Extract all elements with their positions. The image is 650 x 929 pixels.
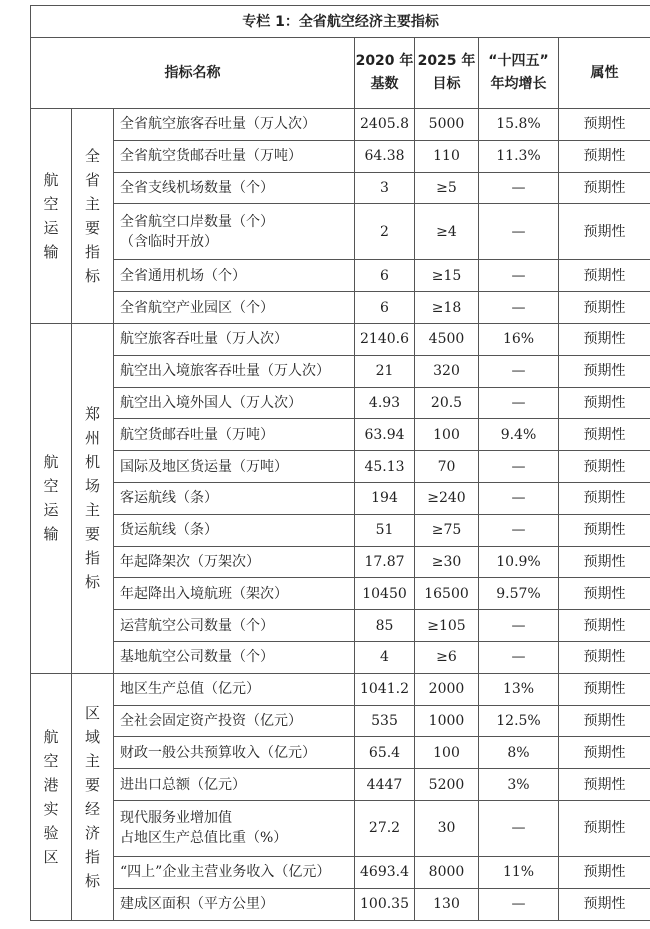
base-value-cell: 1041.2 xyxy=(355,673,415,705)
subcategory-char: 指 xyxy=(84,847,100,866)
indicator-name: 国际及地区货运量（万吨） xyxy=(120,458,288,475)
indicator-name: 全省航空产业园区（个） xyxy=(120,299,274,316)
base-value-cell: 4693.4 xyxy=(355,856,415,888)
header-base-label: 基数 xyxy=(370,76,399,92)
growth-value-cell: — xyxy=(479,482,559,514)
subcategory-char: 指 xyxy=(84,242,100,261)
indicator-name: 年起降架次（万架次） xyxy=(120,553,260,570)
indicator-name-cell xyxy=(114,705,355,737)
indicator-name: 全省航空口岸数量（个） xyxy=(120,213,274,230)
indicator-name-cell xyxy=(114,514,355,546)
indicator-table xyxy=(30,5,650,921)
subcategory-char: 标 xyxy=(84,266,100,285)
indicator-name-cell xyxy=(114,109,355,141)
growth-value-cell: — xyxy=(479,292,559,324)
base-value-cell: 2 xyxy=(355,204,415,260)
table-row xyxy=(31,514,650,546)
category-cell xyxy=(31,673,72,920)
growth-value-cell: 11.3% xyxy=(479,140,559,172)
growth-value-cell: — xyxy=(479,888,559,920)
target-value-cell: 8000 xyxy=(415,856,479,888)
table-row xyxy=(31,888,650,920)
category-char: 空 xyxy=(43,194,59,213)
subcategory-char: 州 xyxy=(84,429,100,448)
indicator-name: 年起降出入境航班（架次） xyxy=(120,585,288,602)
base-value-cell: 4447 xyxy=(355,769,415,801)
attribute-cell: 预期性 xyxy=(559,419,650,451)
table-row xyxy=(31,546,650,578)
attribute-cell: 预期性 xyxy=(559,641,650,673)
target-value-cell: ≥6 xyxy=(415,641,479,673)
base-value-cell: 51 xyxy=(355,514,415,546)
indicator-name: 航空出入境外国人（万人次） xyxy=(120,394,302,411)
indicator-name-cell xyxy=(114,482,355,514)
growth-value-cell: 13% xyxy=(479,673,559,705)
target-value-cell: 2000 xyxy=(415,673,479,705)
growth-value-cell: — xyxy=(479,260,559,292)
category-char: 实 xyxy=(43,799,59,818)
target-value-cell: 20.5 xyxy=(415,387,479,419)
base-value-cell: 27.2 xyxy=(355,800,415,856)
indicator-name-cell xyxy=(114,610,355,642)
subcategory-char: 要 xyxy=(84,775,100,794)
table-row xyxy=(31,172,650,204)
table-row xyxy=(31,323,650,355)
growth-value-cell: 10.9% xyxy=(479,546,559,578)
subcategory-char: 主 xyxy=(84,751,100,770)
header-target-2025 xyxy=(415,38,479,109)
growth-value-cell: 9.57% xyxy=(479,578,559,610)
table-row xyxy=(31,705,650,737)
indicator-table-wrapper xyxy=(30,5,650,921)
table-row xyxy=(31,641,650,673)
base-value-cell: 194 xyxy=(355,482,415,514)
indicator-name-cell xyxy=(114,172,355,204)
attribute-cell: 预期性 xyxy=(559,109,650,141)
attribute-cell: 预期性 xyxy=(559,514,650,546)
base-value-cell: 6 xyxy=(355,292,415,324)
base-value-cell: 45.13 xyxy=(355,451,415,483)
table-row xyxy=(31,856,650,888)
indicator-name-cell xyxy=(114,888,355,920)
indicator-name-cell xyxy=(114,292,355,324)
base-value-cell: 85 xyxy=(355,610,415,642)
base-value-cell: 6 xyxy=(355,260,415,292)
attribute-cell: 预期性 xyxy=(559,387,650,419)
target-value-cell: ≥30 xyxy=(415,546,479,578)
base-value-cell: 4.93 xyxy=(355,387,415,419)
indicator-name: 财政一般公共预算收入（亿元） xyxy=(120,744,316,761)
target-value-cell: 130 xyxy=(415,888,479,920)
attribute-cell: 预期性 xyxy=(559,737,650,769)
target-value-cell: 320 xyxy=(415,355,479,387)
attribute-cell: 预期性 xyxy=(559,482,650,514)
category-char: 运 xyxy=(43,501,59,520)
indicator-name: 货运航线（条） xyxy=(120,522,218,539)
category-char: 输 xyxy=(43,242,59,261)
indicator-name-cell xyxy=(114,546,355,578)
base-value-cell: 65.4 xyxy=(355,737,415,769)
attribute-cell: 预期性 xyxy=(559,355,650,387)
header-target-year: 2025 年 xyxy=(417,53,476,69)
growth-value-cell: 16% xyxy=(479,323,559,355)
attribute-cell: 预期性 xyxy=(559,769,650,801)
category-char: 验 xyxy=(43,823,59,842)
table-row xyxy=(31,769,650,801)
header-growth xyxy=(479,38,559,109)
target-value-cell: ≥18 xyxy=(415,292,479,324)
growth-value-cell: — xyxy=(479,355,559,387)
attribute-cell: 预期性 xyxy=(559,578,650,610)
table-row xyxy=(31,800,650,856)
attribute-cell: 预期性 xyxy=(559,451,650,483)
header-indicator-name: 指标名称 xyxy=(31,38,355,109)
header-attribute: 属性 xyxy=(559,38,650,109)
subcategory-char: 要 xyxy=(84,218,100,237)
attribute-cell: 预期性 xyxy=(559,705,650,737)
category-cell xyxy=(31,109,72,324)
target-value-cell: 110 xyxy=(415,140,479,172)
growth-value-cell: 12.5% xyxy=(479,705,559,737)
category-char: 运 xyxy=(43,218,59,237)
table-row xyxy=(31,737,650,769)
base-value-cell: 10450 xyxy=(355,578,415,610)
subcategory-char: 要 xyxy=(84,525,100,544)
indicator-name-cell xyxy=(114,673,355,705)
base-value-cell: 2405.8 xyxy=(355,109,415,141)
subcategory-char: 区 xyxy=(84,703,100,722)
indicator-name: 全省通用机场（个） xyxy=(120,267,246,284)
growth-value-cell: — xyxy=(479,800,559,856)
indicator-name: 航空货邮吞吐量（万吨） xyxy=(120,426,274,443)
subcategory-char: 全 xyxy=(84,146,100,165)
target-value-cell: 4500 xyxy=(415,323,479,355)
subcategory-char: 省 xyxy=(84,170,100,189)
target-value-cell: ≥15 xyxy=(415,260,479,292)
indicator-name-cell xyxy=(114,204,355,260)
category-char: 区 xyxy=(43,847,59,866)
indicator-name-cell xyxy=(114,140,355,172)
subcategory-cell xyxy=(72,673,114,920)
target-value-cell: 100 xyxy=(415,419,479,451)
category-char: 港 xyxy=(43,775,59,794)
category-char: 航 xyxy=(43,170,59,189)
subcategory-char: 域 xyxy=(84,727,100,746)
attribute-cell: 预期性 xyxy=(559,856,650,888)
indicator-name-cell xyxy=(114,387,355,419)
base-value-cell: 3 xyxy=(355,172,415,204)
category-char: 航 xyxy=(43,727,59,746)
indicator-name-cell xyxy=(114,737,355,769)
base-value-cell: 17.87 xyxy=(355,546,415,578)
category-cell xyxy=(31,323,72,673)
header-target-label: 目标 xyxy=(432,76,461,92)
table-row xyxy=(31,292,650,324)
indicator-name-line2: （含临时开放） xyxy=(120,233,218,250)
header-growth-period: “十四五” xyxy=(488,53,549,69)
growth-value-cell: — xyxy=(479,610,559,642)
target-value-cell: ≥4 xyxy=(415,204,479,260)
subcategory-char: 主 xyxy=(84,501,100,520)
table-row xyxy=(31,419,650,451)
base-value-cell: 4 xyxy=(355,641,415,673)
target-value-cell: 70 xyxy=(415,451,479,483)
table-row xyxy=(31,204,650,260)
table-row xyxy=(31,109,650,141)
indicator-name: 航空出入境旅客吞吐量（万人次） xyxy=(120,363,330,380)
table-row xyxy=(31,610,650,642)
subcategory-char: 指 xyxy=(84,549,100,568)
subcategory-char: 标 xyxy=(84,871,100,890)
attribute-cell: 预期性 xyxy=(559,323,650,355)
subcategory-cell xyxy=(72,109,114,324)
indicator-name-cell xyxy=(114,355,355,387)
base-value-cell: 100.35 xyxy=(355,888,415,920)
indicator-name-cell xyxy=(114,323,355,355)
attribute-cell: 预期性 xyxy=(559,292,650,324)
growth-value-cell: 8% xyxy=(479,737,559,769)
table-row xyxy=(31,355,650,387)
indicator-name-line2: 占地区生产总值比重（%） xyxy=(120,830,288,847)
subcategory-char: 郑 xyxy=(84,405,100,424)
indicator-name: 客运航线（条） xyxy=(120,490,218,507)
attribute-cell: 预期性 xyxy=(559,610,650,642)
indicator-name-cell xyxy=(114,769,355,801)
target-value-cell: 30 xyxy=(415,800,479,856)
growth-value-cell: — xyxy=(479,387,559,419)
indicator-name: 航空旅客吞吐量（万人次） xyxy=(120,331,288,348)
category-char: 空 xyxy=(43,751,59,770)
growth-value-cell: — xyxy=(479,641,559,673)
growth-value-cell: 15.8% xyxy=(479,109,559,141)
target-value-cell: ≥75 xyxy=(415,514,479,546)
subcategory-cell xyxy=(72,323,114,673)
indicator-name: 地区生产总值（亿元） xyxy=(120,681,260,698)
attribute-cell: 预期性 xyxy=(559,546,650,578)
growth-value-cell: — xyxy=(479,451,559,483)
table-row xyxy=(31,482,650,514)
target-value-cell: ≥240 xyxy=(415,482,479,514)
target-value-cell: 5200 xyxy=(415,769,479,801)
table-row xyxy=(31,260,650,292)
attribute-cell: 预期性 xyxy=(559,140,650,172)
growth-value-cell: 11% xyxy=(479,856,559,888)
target-value-cell: 16500 xyxy=(415,578,479,610)
target-value-cell: 1000 xyxy=(415,705,479,737)
indicator-name: 现代服务业增加值 xyxy=(120,810,232,827)
indicator-name: 全省支线机场数量（个） xyxy=(120,179,274,196)
indicator-name-cell xyxy=(114,800,355,856)
base-value-cell: 535 xyxy=(355,705,415,737)
attribute-cell: 预期性 xyxy=(559,888,650,920)
attribute-cell: 预期性 xyxy=(559,800,650,856)
indicator-name: 建成区面积（平方公里） xyxy=(120,896,274,913)
attribute-cell: 预期性 xyxy=(559,260,650,292)
indicator-name-cell xyxy=(114,578,355,610)
table-row xyxy=(31,451,650,483)
growth-value-cell: — xyxy=(479,204,559,260)
target-value-cell: ≥105 xyxy=(415,610,479,642)
indicator-name: 进出口总额（亿元） xyxy=(120,776,246,793)
attribute-cell: 预期性 xyxy=(559,673,650,705)
header-base-year: 2020 年 xyxy=(355,53,414,69)
subcategory-char: 主 xyxy=(84,194,100,213)
indicator-name: 全省航空旅客吞吐量（万人次） xyxy=(120,116,316,133)
header-base-2020 xyxy=(355,38,415,109)
indicator-name: 运营航空公司数量（个） xyxy=(120,617,274,634)
indicator-name-cell xyxy=(114,856,355,888)
indicator-name-cell xyxy=(114,260,355,292)
attribute-cell: 预期性 xyxy=(559,204,650,260)
growth-value-cell: — xyxy=(479,172,559,204)
indicator-name: 全省航空货邮吞吐量（万吨） xyxy=(120,148,302,165)
base-value-cell: 63.94 xyxy=(355,419,415,451)
growth-value-cell: — xyxy=(479,514,559,546)
table-title: 专栏 1：全省航空经济主要指标 xyxy=(31,6,650,38)
indicator-name-cell xyxy=(114,451,355,483)
growth-value-cell: 3% xyxy=(479,769,559,801)
subcategory-char: 场 xyxy=(84,477,100,496)
subcategory-char: 机 xyxy=(84,453,100,472)
indicator-name: 基地航空公司数量（个） xyxy=(120,649,274,666)
category-char: 航 xyxy=(43,453,59,472)
base-value-cell: 2140.6 xyxy=(355,323,415,355)
table-row xyxy=(31,578,650,610)
growth-value-cell: 9.4% xyxy=(479,419,559,451)
subcategory-char: 济 xyxy=(84,823,100,842)
base-value-cell: 21 xyxy=(355,355,415,387)
target-value-cell: ≥5 xyxy=(415,172,479,204)
attribute-cell: 预期性 xyxy=(559,172,650,204)
subcategory-char: 标 xyxy=(84,573,100,592)
table-row xyxy=(31,140,650,172)
table-body xyxy=(31,109,650,921)
table-row xyxy=(31,387,650,419)
target-value-cell: 5000 xyxy=(415,109,479,141)
indicator-name: 全社会固定资产投资（亿元） xyxy=(120,712,302,729)
table-row xyxy=(31,673,650,705)
base-value-cell: 64.38 xyxy=(355,140,415,172)
subcategory-char: 经 xyxy=(84,799,100,818)
target-value-cell: 100 xyxy=(415,737,479,769)
indicator-name-cell xyxy=(114,641,355,673)
indicator-name-cell xyxy=(114,419,355,451)
category-char: 空 xyxy=(43,477,59,496)
category-char: 输 xyxy=(43,525,59,544)
header-growth-label: 年均增长 xyxy=(490,76,547,92)
indicator-name: “四上”企业主营业务收入（亿元） xyxy=(120,864,331,881)
